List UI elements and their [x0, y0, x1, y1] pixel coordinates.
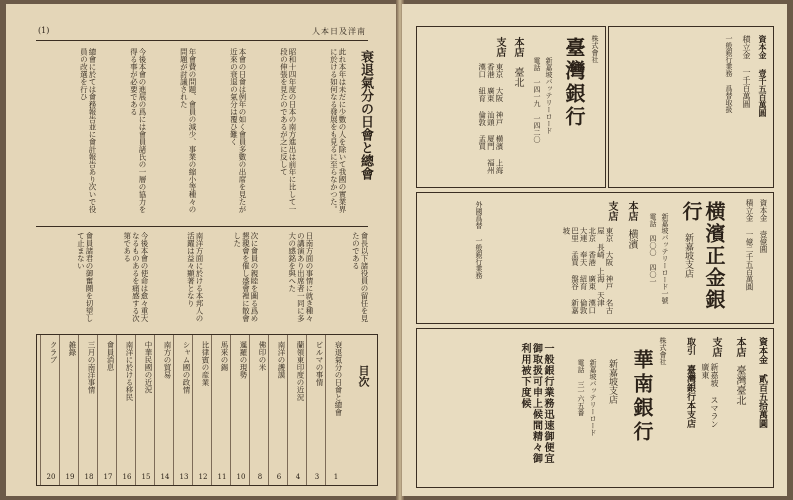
- huanan-bank-ad: [416, 328, 774, 488]
- capital: 資本金 壹千五百萬圓: [758, 35, 768, 117]
- toc-item-page: 1: [333, 473, 339, 481]
- toc-item-page: 10: [236, 473, 246, 481]
- toc-item-page: 19: [65, 473, 75, 481]
- toc-title: 目次: [357, 365, 370, 387]
- article-paragraph: 會長以下諸役員の留任を見たのである: [351, 232, 369, 322]
- magazine-title: 人本日及洋南: [312, 27, 366, 36]
- toc-item[interactable]: [325, 335, 345, 485]
- article-paragraph: 此れ本年は未だに少數の人を除いて我國の實業界に於ける如何なる發展をも見るに至らなかつた。: [329, 48, 347, 213]
- article-divider: [36, 226, 368, 227]
- article-paragraph: 昭和十四年度の日本の南方進出は前年に比して一段の伸張を見たのであるが之に反して: [279, 48, 297, 213]
- capital: 資本金 貳百五拾萬圓: [757, 337, 767, 428]
- toc-item[interactable]: [78, 335, 98, 485]
- toc-item-title: シャム國の政情: [182, 341, 191, 394]
- toc-item-page: 3: [314, 473, 320, 481]
- toc-item-title: 南方の貿易: [163, 341, 172, 379]
- toc-item-page: 18: [84, 473, 94, 481]
- toc-item[interactable]: [135, 335, 155, 485]
- toc-item-title: 衰退氣分の日會と總會: [334, 341, 343, 416]
- toc-item-page: 20: [46, 473, 56, 481]
- toc-item-page: 4: [295, 473, 301, 481]
- bank-address: 新嘉坡バッテリーロード一號: [661, 213, 669, 304]
- notes: 外國爲替 一般銀行業務: [475, 201, 483, 279]
- bank-branch: 新嘉坡支店: [683, 233, 693, 278]
- toc-item[interactable]: [116, 335, 136, 485]
- toc-item[interactable]: [268, 335, 288, 485]
- left-page: [6, 4, 398, 496]
- toc-item[interactable]: [173, 335, 193, 485]
- page-number: (1): [38, 26, 50, 35]
- branch-label: 支店: [710, 337, 721, 357]
- bank-phone: 電話 三一六五番: [577, 359, 585, 416]
- branch-list: 東京 大阪 神戸 名古屋 長崎 上海 天津 北京 香港 廣東 漢口 大連 奉天 紐育 倫敦 巴里 孟買 盤谷 新嘉坡: [561, 227, 614, 314]
- notes: 一般銀行業務 爲替取扱: [725, 35, 733, 113]
- hq-label: 本店: [626, 201, 637, 221]
- toc-item-page: 13: [179, 473, 189, 481]
- toc-item-page: 15: [141, 473, 151, 481]
- article-paragraph: 年會費の問題、會員の減少、事業の縮小等種々の問題が討議された: [179, 48, 197, 213]
- article-paragraph: 日南方面の事情に就き種々の講演あり出席者一同に多大の感銘を與へた: [287, 232, 314, 322]
- toc-item-title: 比律賓の産業: [201, 341, 210, 386]
- bank-branch: 新嘉坡支店: [607, 359, 617, 404]
- bank-prefix: 株式會社: [591, 35, 599, 63]
- bank-address: 新嘉坡バッテリーロード: [545, 57, 553, 134]
- taiwan-bank-capital: [608, 26, 774, 188]
- bank-prefix: 株式會社: [659, 337, 667, 365]
- hq-city: 臺灣臺北: [734, 365, 745, 405]
- toc-item-page: 11: [217, 473, 227, 481]
- taiwan-bank-ad: [416, 26, 606, 188]
- article-paragraph: 總會に於ては會務報告並に會計報告あり次いで役員の改選を行ひ: [79, 48, 97, 213]
- article-paragraph: 南洋方面に於ける本邦人の活躍は益々顯著となり: [186, 232, 204, 322]
- article-paragraph: 會員諸君の御奮鬪を切望して止まない: [76, 232, 94, 322]
- bank-address: 新嘉坡バッテリーロード: [589, 359, 597, 436]
- toc-item[interactable]: [97, 335, 117, 485]
- toc-item[interactable]: [192, 335, 212, 485]
- agent: 取引 臺灣銀行本支店: [685, 337, 695, 428]
- toc-item-page: 12: [198, 473, 208, 481]
- yokohama-bank-ad: [416, 192, 774, 324]
- reserve: 積立金 一千百萬圓: [742, 35, 751, 108]
- bank-name: 臺灣銀行: [562, 37, 586, 129]
- table-of-contents: [36, 334, 378, 486]
- branch-list: 新嘉坡 スマラン 廣東: [700, 363, 719, 428]
- article-paragraph: 今後本會の進展の爲には會員諸氏の一層の協力を得る事が必要である: [129, 48, 147, 213]
- hq-label: 本店: [734, 337, 745, 357]
- toc-item-page: 8: [257, 473, 263, 481]
- toc-item[interactable]: [230, 335, 250, 485]
- bank-phone: 電話 四〇〇 四〇一: [649, 213, 657, 285]
- page-header: [36, 26, 368, 41]
- notes: 一般銀行業務迅速御便宜御取扱可申上候間精々御利用被下度候: [519, 343, 553, 464]
- toc-item-title: クラブ: [49, 341, 58, 364]
- toc-item[interactable]: [287, 335, 307, 485]
- toc-item-page: 16: [122, 473, 132, 481]
- toc-item[interactable]: [154, 335, 174, 485]
- toc-item[interactable]: [306, 335, 326, 485]
- toc-item-title: 馬來の錫: [220, 341, 229, 371]
- bank-name: 横濱正金銀行: [679, 201, 726, 311]
- toc-item-title: 三月の南洋事情: [87, 341, 96, 394]
- right-page: [402, 4, 787, 496]
- bank-name: 華南銀行: [630, 349, 654, 445]
- toc-item-title: 會員消息: [106, 341, 115, 371]
- toc-item[interactable]: [59, 335, 79, 485]
- toc-item-page: 17: [103, 473, 113, 481]
- toc-item-title: 暹羅の現勢: [239, 341, 248, 379]
- branch-list: 東京 大阪 神戸 横濱 上海 香港 廣東 汕頭 厦門 福州 漢口 紐育 倫敦 孟買: [477, 63, 504, 174]
- toc-item-title: 佛印の米: [258, 341, 267, 371]
- article-paragraph: 本會の日會は例年の如く會員多數の出席を見たが近來の衰退の氣分は覆ひ難く: [229, 48, 247, 213]
- hq-city: 臺北: [512, 67, 523, 87]
- toc-item-title: 雑錄: [68, 341, 77, 356]
- toc-item-title: 中華民國の近況: [144, 341, 153, 394]
- branch-label: 支店: [606, 201, 617, 221]
- toc-item[interactable]: [40, 335, 60, 485]
- hq-label: 本店: [512, 37, 523, 57]
- toc-item-page: 14: [160, 473, 170, 481]
- hq-city: 横濱: [626, 229, 637, 249]
- toc-item[interactable]: [211, 335, 231, 485]
- toc-item-title: 蘭領東印度の近況: [296, 341, 305, 401]
- bank-phone: 電話 一四一九 一四二〇: [533, 57, 541, 143]
- article-paragraph: 次に會員の親睦を圖る爲め懇親會を催し盛會裡に散會した: [232, 232, 259, 322]
- article-paragraph: 今後本會の使命は愈々重大なるものあるを痛感する次第である: [122, 232, 149, 322]
- toc-item-page: 6: [276, 473, 282, 481]
- capital: 資本金 壹億圓: [759, 199, 768, 253]
- branch-label: 支店: [494, 37, 505, 57]
- article-title: 衰退氣分の日會と總會: [358, 50, 373, 180]
- toc-item-title: 南洋に於ける移民: [125, 341, 134, 401]
- reserve: 積立金 一億二千五百萬圓: [745, 199, 754, 291]
- toc-item[interactable]: [249, 335, 269, 485]
- toc-item-title: 南洋の護謨: [277, 341, 286, 379]
- toc-item-title: ビルマの事情: [315, 341, 324, 386]
